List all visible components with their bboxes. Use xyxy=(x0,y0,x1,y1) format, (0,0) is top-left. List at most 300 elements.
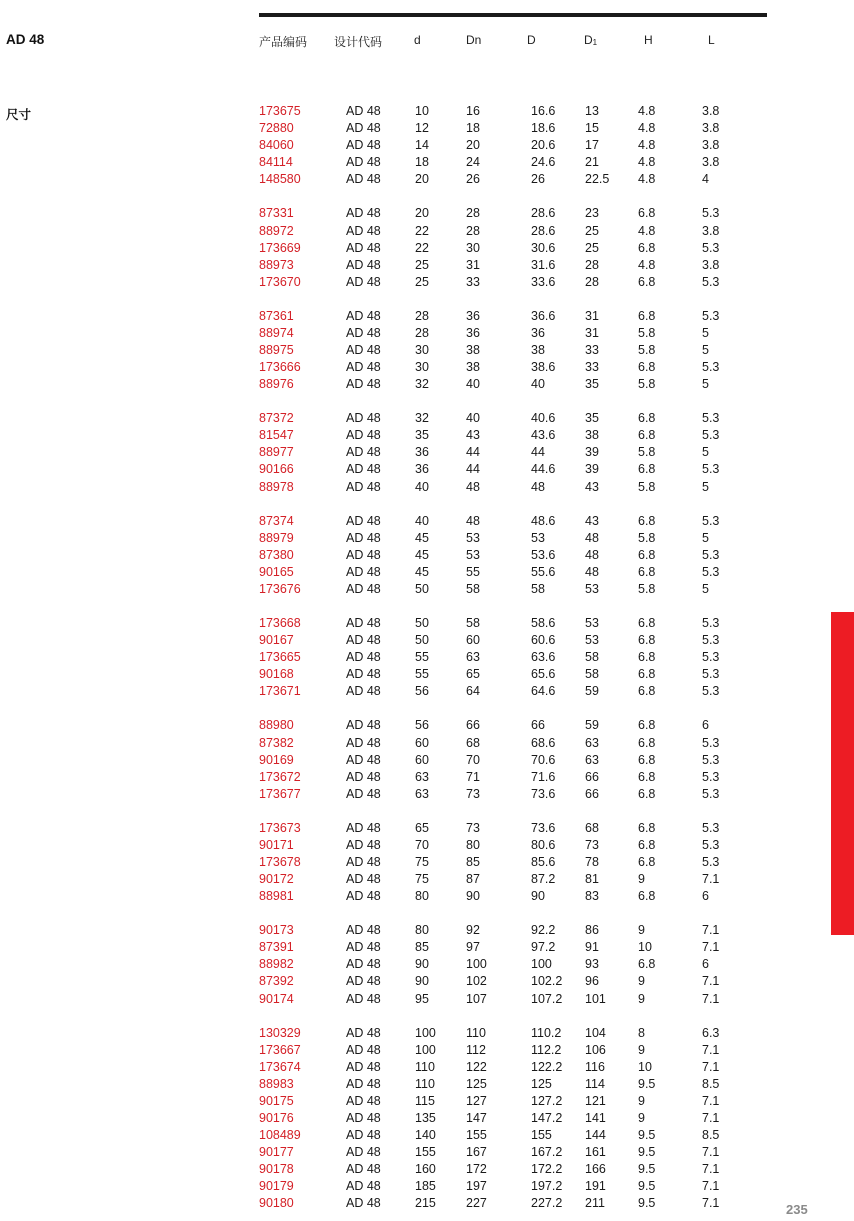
cell-outer-d: 63.6 xyxy=(531,650,556,665)
cell-design-code: AD 48 xyxy=(346,104,381,118)
cell-outer-d: 197.2 xyxy=(531,1179,563,1194)
cell-design-code: AD 48 xyxy=(346,411,381,426)
cell-d1: 48 xyxy=(585,564,599,579)
cell-inner-d: 10 xyxy=(415,104,429,118)
cell-design-code: AD 48 xyxy=(346,1110,381,1125)
cell-dn: 58 xyxy=(466,581,480,596)
cell-outer-d: 167.2 xyxy=(531,1145,563,1160)
cell-design-code: AD 48 xyxy=(346,769,381,784)
cell-outer-d: 48.6 xyxy=(531,513,556,528)
cell-h: 5.8 xyxy=(638,445,656,460)
cell-dn: 127 xyxy=(466,1093,487,1108)
cell-h: 6.8 xyxy=(638,564,656,579)
cell-l: 7.1 xyxy=(702,1042,720,1057)
cell-l: 5.3 xyxy=(702,513,720,528)
cell-d1: 78 xyxy=(585,854,599,869)
cell-outer-d: 28.6 xyxy=(531,223,556,238)
cell-d1: 48 xyxy=(585,530,599,545)
header-d1-main: D xyxy=(584,33,593,47)
cell-product-code: 90175 xyxy=(259,1093,294,1108)
cell-inner-d: 36 xyxy=(415,462,429,477)
cell-l: 7.1 xyxy=(702,940,720,955)
cell-design-code: AD 48 xyxy=(346,445,381,460)
cell-dn: 70 xyxy=(466,752,480,767)
cell-d1: 43 xyxy=(585,513,599,528)
cell-product-code: 88978 xyxy=(259,479,294,494)
cell-dn: 80 xyxy=(466,837,480,852)
cell-dn: 40 xyxy=(466,377,480,392)
cell-outer-d: 85.6 xyxy=(531,854,556,869)
cell-h: 9 xyxy=(638,1042,645,1057)
cell-dn: 63 xyxy=(466,650,480,665)
cell-outer-d: 44.6 xyxy=(531,462,556,477)
cell-inner-d: 80 xyxy=(415,889,429,904)
cell-h: 9.5 xyxy=(638,1196,656,1211)
section-label-dimensions: 尺寸 xyxy=(6,108,32,122)
cell-l: 4 xyxy=(702,172,709,187)
cell-d1: 63 xyxy=(585,735,599,750)
cell-design-code: AD 48 xyxy=(346,308,381,323)
cell-outer-d: 147.2 xyxy=(531,1110,563,1125)
cell-design-code: AD 48 xyxy=(346,428,381,443)
cell-h: 4.8 xyxy=(638,172,656,187)
cell-product-code: 90176 xyxy=(259,1110,294,1125)
cell-design-code: AD 48 xyxy=(346,1162,381,1177)
cell-l: 3.8 xyxy=(702,223,720,238)
cell-h: 6.8 xyxy=(638,786,656,801)
cell-inner-d: 28 xyxy=(415,308,429,323)
cell-product-code: 90166 xyxy=(259,462,294,477)
cell-product-code: 88983 xyxy=(259,1076,294,1091)
cell-outer-d: 68.6 xyxy=(531,735,556,750)
cell-dn: 40 xyxy=(466,411,480,426)
cell-h: 6.8 xyxy=(638,735,656,750)
cell-dn: 85 xyxy=(466,854,480,869)
cell-inner-d: 60 xyxy=(415,752,429,767)
cell-design-code: AD 48 xyxy=(346,872,381,886)
cell-product-code: 90174 xyxy=(259,991,294,1006)
cell-h: 5.8 xyxy=(638,342,656,357)
cell-outer-d: 33.6 xyxy=(531,274,556,289)
cell-l: 3.8 xyxy=(702,121,720,136)
cell-outer-d: 53 xyxy=(531,530,545,545)
cell-dn: 73 xyxy=(466,786,480,801)
cell-outer-d: 20.6 xyxy=(531,138,556,153)
cell-product-code: 173669 xyxy=(259,240,301,255)
cell-product-code: 87392 xyxy=(259,974,294,989)
cell-design-code: AD 48 xyxy=(346,172,381,187)
cell-d1: 58 xyxy=(585,667,599,682)
cell-d1: 83 xyxy=(585,889,599,904)
cell-dn: 31 xyxy=(466,257,480,272)
cell-product-code: 173670 xyxy=(259,274,301,289)
cell-dn: 18 xyxy=(466,121,480,136)
header-d: d xyxy=(414,33,421,47)
cell-d1: 13 xyxy=(585,104,599,118)
cell-d1: 31 xyxy=(585,325,599,340)
cell-d1: 86 xyxy=(585,923,599,938)
cell-dn: 102 xyxy=(466,974,487,989)
cell-d1: 53 xyxy=(585,581,599,596)
cell-inner-d: 65 xyxy=(415,820,429,835)
cell-dn: 73 xyxy=(466,820,480,835)
cell-outer-d: 26 xyxy=(531,172,545,187)
cell-l: 7.1 xyxy=(702,872,720,886)
cell-l: 5 xyxy=(702,377,709,392)
cell-d1: 96 xyxy=(585,974,599,989)
cell-dn: 16 xyxy=(466,104,480,118)
cell-design-code: AD 48 xyxy=(346,786,381,801)
cell-dn: 100 xyxy=(466,957,487,972)
cell-product-code: 173676 xyxy=(259,581,301,596)
cell-h: 9 xyxy=(638,1110,645,1125)
cell-product-code: 173671 xyxy=(259,684,301,699)
cell-h: 6.8 xyxy=(638,547,656,562)
cell-inner-d: 18 xyxy=(415,155,429,170)
cell-d1: 166 xyxy=(585,1162,606,1177)
cell-h: 6.8 xyxy=(638,513,656,528)
cell-outer-d: 73.6 xyxy=(531,786,556,801)
cell-design-code: AD 48 xyxy=(346,940,381,955)
cell-inner-d: 36 xyxy=(415,445,429,460)
cell-outer-d: 58 xyxy=(531,581,545,596)
cell-l: 3.8 xyxy=(702,104,720,118)
cell-h: 6.8 xyxy=(638,411,656,426)
cell-inner-d: 32 xyxy=(415,377,429,392)
cell-d1: 191 xyxy=(585,1179,606,1194)
cell-design-code: AD 48 xyxy=(346,1076,381,1091)
cell-h: 8 xyxy=(638,1025,645,1040)
cell-outer-d: 58.6 xyxy=(531,616,556,630)
cell-inner-d: 55 xyxy=(415,650,429,665)
header-outer-d: D xyxy=(527,33,536,47)
cell-design-code: AD 48 xyxy=(346,735,381,750)
cell-dn: 30 xyxy=(466,240,480,255)
cell-design-code: AD 48 xyxy=(346,206,381,221)
cell-h: 9 xyxy=(638,923,645,938)
cell-l: 5.3 xyxy=(702,633,720,648)
cell-product-code: 88973 xyxy=(259,257,294,272)
cell-d1: 22.5 xyxy=(585,172,610,187)
cell-design-code: AD 48 xyxy=(346,974,381,989)
cell-design-code: AD 48 xyxy=(346,274,381,289)
cell-outer-d: 43.6 xyxy=(531,428,556,443)
cell-l: 6 xyxy=(702,957,709,972)
cell-inner-d: 35 xyxy=(415,428,429,443)
cell-design-code: AD 48 xyxy=(346,547,381,562)
cell-dn: 44 xyxy=(466,462,480,477)
cell-product-code: 84060 xyxy=(259,138,294,153)
header-dn: Dn xyxy=(466,33,482,47)
cell-design-code: AD 48 xyxy=(346,837,381,852)
cell-d1: 35 xyxy=(585,377,599,392)
cell-d1: 15 xyxy=(585,121,599,136)
cell-design-code: AD 48 xyxy=(346,923,381,938)
cell-d1: 141 xyxy=(585,1110,606,1125)
cell-outer-d: 172.2 xyxy=(531,1162,563,1177)
cell-inner-d: 80 xyxy=(415,923,429,938)
cell-inner-d: 63 xyxy=(415,769,429,784)
cell-d1: 101 xyxy=(585,991,606,1006)
cell-d1: 116 xyxy=(585,1059,605,1074)
cell-inner-d: 100 xyxy=(415,1025,436,1040)
cell-outer-d: 31.6 xyxy=(531,257,556,272)
header-design-code: 设计代码 xyxy=(334,35,383,49)
cell-l: 5.3 xyxy=(702,786,720,801)
cell-dn: 155 xyxy=(466,1128,487,1142)
cell-design-code: AD 48 xyxy=(346,360,381,374)
cell-inner-d: 56 xyxy=(415,718,429,733)
cell-product-code: 88981 xyxy=(259,889,294,904)
cell-d1: 91 xyxy=(585,940,599,955)
cell-design-code: AD 48 xyxy=(346,1059,381,1074)
cell-product-code: 90168 xyxy=(259,667,294,682)
cell-product-code: 173675 xyxy=(259,104,301,118)
cell-product-code: 88974 xyxy=(259,325,294,340)
cell-l: 5.3 xyxy=(702,854,720,869)
cell-l: 5.3 xyxy=(702,820,720,835)
cell-h: 6.8 xyxy=(638,206,656,221)
cell-l: 5.3 xyxy=(702,411,720,426)
cell-d1: 106 xyxy=(585,1042,606,1057)
cell-outer-d: 48 xyxy=(531,479,545,494)
cell-outer-d: 92.2 xyxy=(531,923,556,938)
cell-d1: 39 xyxy=(585,445,599,460)
cell-dn: 147 xyxy=(466,1110,487,1125)
cell-d1: 114 xyxy=(585,1076,605,1091)
cell-l: 3.8 xyxy=(702,155,720,170)
cell-dn: 24 xyxy=(466,155,480,170)
cell-outer-d: 65.6 xyxy=(531,667,556,682)
cell-h: 4.8 xyxy=(638,257,656,272)
cell-inner-d: 25 xyxy=(415,257,429,272)
cell-l: 7.1 xyxy=(702,1059,720,1074)
cell-inner-d: 56 xyxy=(415,684,429,699)
cell-product-code: 88979 xyxy=(259,530,294,545)
cell-dn: 92 xyxy=(466,923,480,938)
cell-outer-d: 112.2 xyxy=(531,1042,562,1057)
cell-product-code: 88982 xyxy=(259,957,294,972)
cell-design-code: AD 48 xyxy=(346,684,381,699)
cell-inner-d: 110 xyxy=(415,1076,435,1091)
cell-product-code: 90179 xyxy=(259,1179,294,1194)
cell-d1: 81 xyxy=(585,872,599,886)
cell-product-code: 90165 xyxy=(259,564,294,579)
cell-product-code: 88975 xyxy=(259,342,294,357)
cell-d1: 53 xyxy=(585,633,599,648)
page-number: 235 xyxy=(786,1202,808,1217)
cell-d1: 48 xyxy=(585,547,599,562)
cell-d1: 33 xyxy=(585,342,599,357)
cell-inner-d: 155 xyxy=(415,1145,436,1160)
cell-l: 5 xyxy=(702,530,709,545)
cell-l: 5.3 xyxy=(702,684,720,699)
cell-outer-d: 55.6 xyxy=(531,564,556,579)
cell-product-code: 173672 xyxy=(259,769,301,784)
cell-h: 9.5 xyxy=(638,1076,656,1091)
cell-inner-d: 50 xyxy=(415,616,429,630)
cell-dn: 227 xyxy=(466,1196,487,1211)
cell-outer-d: 80.6 xyxy=(531,837,556,852)
cell-product-code: 72880 xyxy=(259,121,294,136)
cell-inner-d: 45 xyxy=(415,564,429,579)
cell-inner-d: 30 xyxy=(415,360,429,374)
cell-l: 5.3 xyxy=(702,837,720,852)
cell-d1: 93 xyxy=(585,957,599,972)
cell-d1: 68 xyxy=(585,820,599,835)
cell-d1: 35 xyxy=(585,411,599,426)
cell-l: 5.3 xyxy=(702,547,720,562)
cell-design-code: AD 48 xyxy=(346,155,381,170)
cell-h: 9 xyxy=(638,991,645,1006)
cell-outer-d: 28.6 xyxy=(531,206,556,221)
cell-product-code: 87331 xyxy=(259,206,294,221)
cell-dn: 167 xyxy=(466,1145,487,1160)
cell-d1: 21 xyxy=(585,155,599,170)
cell-h: 6.8 xyxy=(638,274,656,289)
cell-h: 6.8 xyxy=(638,360,656,374)
cell-product-code: 90172 xyxy=(259,872,294,886)
cell-design-code: AD 48 xyxy=(346,462,381,477)
cell-outer-d: 16.6 xyxy=(531,104,556,118)
cell-h: 6.8 xyxy=(638,769,656,784)
cell-inner-d: 20 xyxy=(415,172,429,187)
cell-product-code: 87374 xyxy=(259,513,294,528)
cell-inner-d: 160 xyxy=(415,1162,436,1177)
cell-d1: 161 xyxy=(585,1145,606,1160)
cell-inner-d: 90 xyxy=(415,974,429,989)
cell-inner-d: 40 xyxy=(415,513,429,528)
cell-design-code: AD 48 xyxy=(346,1025,381,1040)
cell-h: 6.8 xyxy=(638,308,656,323)
cell-product-code: 87380 xyxy=(259,547,294,562)
cell-product-code: 108489 xyxy=(259,1128,301,1142)
cell-design-code: AD 48 xyxy=(346,223,381,238)
cell-h: 10 xyxy=(638,940,652,955)
cell-product-code: 90169 xyxy=(259,752,294,767)
cell-inner-d: 50 xyxy=(415,633,429,648)
cell-d1: 63 xyxy=(585,752,599,767)
cell-d1: 211 xyxy=(585,1196,605,1211)
cell-l: 6 xyxy=(702,889,709,904)
cell-dn: 65 xyxy=(466,667,480,682)
cell-dn: 68 xyxy=(466,735,480,750)
cell-h: 9 xyxy=(638,872,645,886)
cell-outer-d: 40 xyxy=(531,377,545,392)
cell-dn: 53 xyxy=(466,547,480,562)
cell-l: 5 xyxy=(702,342,709,357)
cell-l: 5.3 xyxy=(702,240,720,255)
cell-l: 6.3 xyxy=(702,1025,720,1040)
cell-l: 3.8 xyxy=(702,257,720,272)
cell-outer-d: 36 xyxy=(531,325,545,340)
cell-dn: 36 xyxy=(466,325,480,340)
cell-h: 6.8 xyxy=(638,428,656,443)
header-l: L xyxy=(708,33,715,47)
cell-dn: 48 xyxy=(466,513,480,528)
cell-l: 5.3 xyxy=(702,564,720,579)
cell-product-code: 173665 xyxy=(259,650,301,665)
cell-product-code: 173666 xyxy=(259,360,301,374)
cell-d1: 59 xyxy=(585,684,599,699)
cell-outer-d: 24.6 xyxy=(531,155,556,170)
cell-l: 7.1 xyxy=(702,1145,720,1160)
header-product-code: 产品编码 xyxy=(259,35,308,49)
cell-dn: 48 xyxy=(466,479,480,494)
cell-design-code: AD 48 xyxy=(346,820,381,835)
cell-inner-d: 30 xyxy=(415,342,429,357)
cell-l: 5.3 xyxy=(702,650,720,665)
cell-design-code: AD 48 xyxy=(346,240,381,255)
cell-l: 7.1 xyxy=(702,923,720,938)
cell-inner-d: 22 xyxy=(415,240,429,255)
cell-dn: 66 xyxy=(466,718,480,733)
cell-outer-d: 38 xyxy=(531,342,545,357)
cell-d1: 33 xyxy=(585,360,599,374)
cell-dn: 20 xyxy=(466,138,480,153)
cell-product-code: 130329 xyxy=(259,1025,301,1040)
cell-inner-d: 45 xyxy=(415,547,429,562)
cell-outer-d: 110.2 xyxy=(531,1025,562,1040)
cell-product-code: 173674 xyxy=(259,1059,301,1074)
cell-outer-d: 227.2 xyxy=(531,1196,563,1211)
cell-l: 5.3 xyxy=(702,735,720,750)
cell-h: 5.8 xyxy=(638,479,656,494)
cell-dn: 55 xyxy=(466,564,480,579)
cell-d1: 31 xyxy=(585,308,599,323)
cell-dn: 53 xyxy=(466,530,480,545)
cell-dn: 71 xyxy=(466,769,480,784)
cell-inner-d: 25 xyxy=(415,274,429,289)
red-side-bar xyxy=(831,612,854,935)
cell-h: 5.8 xyxy=(638,325,656,340)
cell-h: 6.8 xyxy=(638,462,656,477)
cell-design-code: AD 48 xyxy=(346,889,381,904)
cell-l: 5.3 xyxy=(702,308,720,323)
cell-design-code: AD 48 xyxy=(346,1042,381,1057)
cell-inner-d: 45 xyxy=(415,530,429,545)
cell-product-code: 90180 xyxy=(259,1196,294,1211)
cell-dn: 122 xyxy=(466,1059,487,1074)
cell-l: 5 xyxy=(702,581,709,596)
cell-inner-d: 85 xyxy=(415,940,429,955)
cell-h: 9.5 xyxy=(638,1179,656,1194)
cell-inner-d: 60 xyxy=(415,735,429,750)
cell-product-code: 90177 xyxy=(259,1145,294,1160)
cell-product-code: 87372 xyxy=(259,411,294,426)
cell-d1: 17 xyxy=(585,138,599,153)
cell-design-code: AD 48 xyxy=(346,1093,381,1108)
cell-inner-d: 110 xyxy=(415,1059,435,1074)
cell-outer-d: 90 xyxy=(531,889,545,904)
cell-product-code: 87391 xyxy=(259,940,294,955)
cell-d1: 66 xyxy=(585,786,599,801)
cell-inner-d: 75 xyxy=(415,854,429,869)
cell-d1: 25 xyxy=(585,240,599,255)
cell-design-code: AD 48 xyxy=(346,564,381,579)
cell-h: 6.8 xyxy=(638,240,656,255)
cell-l: 5 xyxy=(702,325,709,340)
cell-h: 4.8 xyxy=(638,104,656,118)
cell-outer-d: 40.6 xyxy=(531,411,556,426)
cell-inner-d: 115 xyxy=(415,1093,435,1108)
cell-inner-d: 20 xyxy=(415,206,429,221)
cell-dn: 87 xyxy=(466,872,480,886)
cell-l: 8.5 xyxy=(702,1076,720,1091)
cell-design-code: AD 48 xyxy=(346,650,381,665)
cell-design-code: AD 48 xyxy=(346,257,381,272)
cell-product-code: 88980 xyxy=(259,718,294,733)
